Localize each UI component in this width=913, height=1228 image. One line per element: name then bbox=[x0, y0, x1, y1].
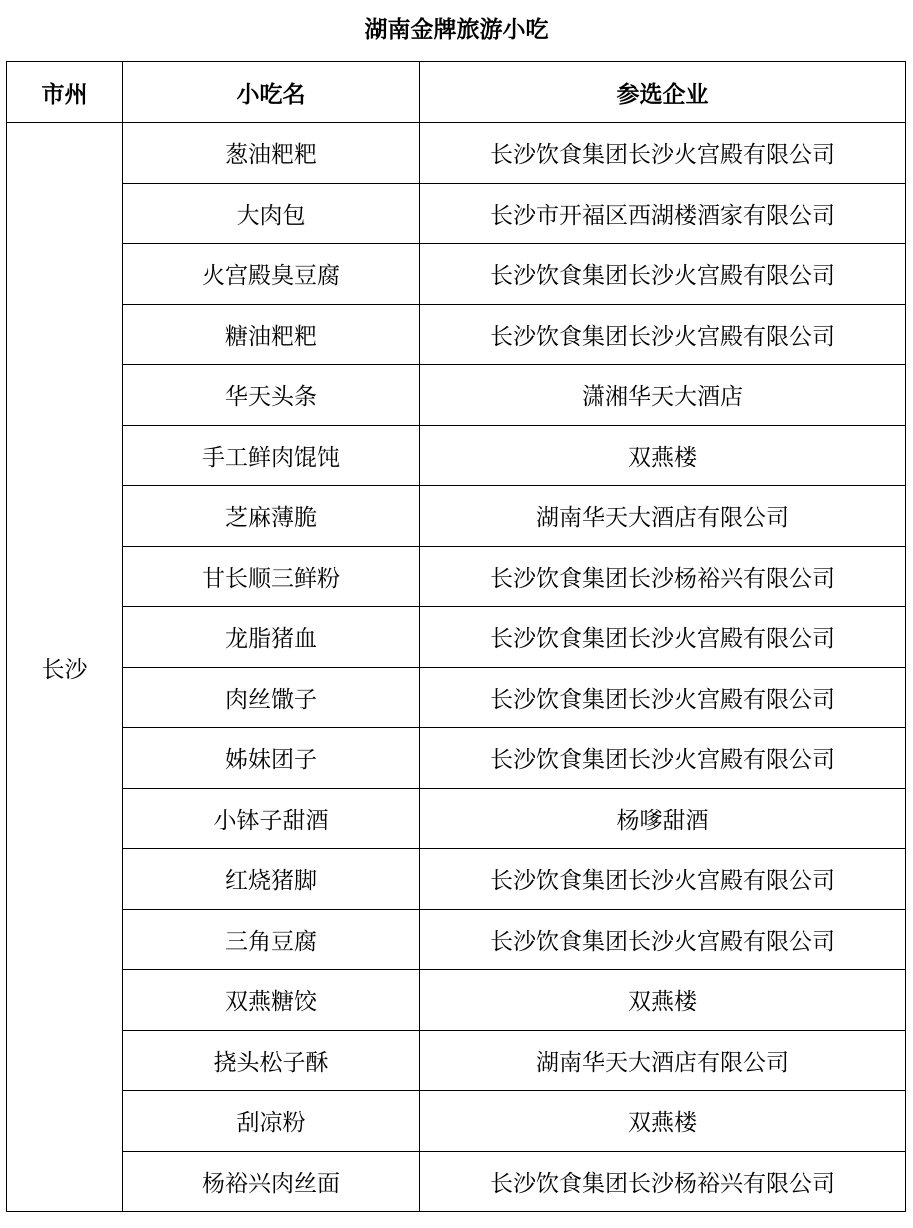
table-row bbox=[7, 970, 906, 1031]
table-row bbox=[7, 607, 906, 668]
company-cell: 双燕楼 bbox=[420, 1091, 906, 1152]
company-cell: 湖南华天大酒店有限公司 bbox=[420, 1030, 906, 1091]
table-row bbox=[7, 788, 906, 849]
snack-name-cell: 芝麻薄脆 bbox=[123, 486, 420, 547]
column-header-snack: 小吃名 bbox=[123, 62, 420, 123]
snack-name-cell: 刮凉粉 bbox=[123, 1091, 420, 1152]
city-cell: 长沙 bbox=[7, 123, 123, 1212]
snack-name-cell: 姊妹团子 bbox=[123, 728, 420, 789]
company-cell: 长沙饮食集团长沙火宫殿有限公司 bbox=[420, 607, 906, 668]
company-cell: 潇湘华天大酒店 bbox=[420, 365, 906, 426]
snack-name-cell: 小钵子甜酒 bbox=[123, 788, 420, 849]
table-row bbox=[7, 425, 906, 486]
table-body bbox=[7, 123, 906, 1212]
snack-name-cell: 糖油粑粑 bbox=[123, 304, 420, 365]
snack-name-cell: 大肉包 bbox=[123, 183, 420, 244]
table-row bbox=[7, 1151, 906, 1212]
company-cell: 长沙市开福区西湖楼酒家有限公司 bbox=[420, 183, 906, 244]
company-cell: 长沙饮食集团长沙火宫殿有限公司 bbox=[420, 123, 906, 184]
snack-name-cell: 华天头条 bbox=[123, 365, 420, 426]
table-row bbox=[7, 1091, 906, 1152]
table-row bbox=[7, 909, 906, 970]
company-cell: 双燕楼 bbox=[420, 425, 906, 486]
table-row bbox=[7, 546, 906, 607]
snack-name-cell: 双燕糖饺 bbox=[123, 970, 420, 1031]
snack-name-cell: 龙脂猪血 bbox=[123, 607, 420, 668]
table-row bbox=[7, 365, 906, 426]
snack-name-cell: 火宫殿臭豆腐 bbox=[123, 244, 420, 305]
snack-name-cell: 葱油粑粑 bbox=[123, 123, 420, 184]
company-cell: 长沙饮食集团长沙火宫殿有限公司 bbox=[420, 849, 906, 910]
table-row bbox=[7, 849, 906, 910]
company-cell: 湖南华天大酒店有限公司 bbox=[420, 486, 906, 547]
table-row bbox=[7, 667, 906, 728]
company-cell: 双燕楼 bbox=[420, 970, 906, 1031]
snack-name-cell: 肉丝馓子 bbox=[123, 667, 420, 728]
company-cell: 长沙饮食集团长沙火宫殿有限公司 bbox=[420, 667, 906, 728]
snack-table bbox=[6, 61, 906, 1212]
table-header-row bbox=[7, 62, 906, 123]
company-cell: 长沙饮食集团长沙火宫殿有限公司 bbox=[420, 244, 906, 305]
table-row bbox=[7, 728, 906, 789]
snack-name-cell: 手工鲜肉馄饨 bbox=[123, 425, 420, 486]
company-cell: 长沙饮食集团长沙火宫殿有限公司 bbox=[420, 304, 906, 365]
table-row bbox=[7, 123, 906, 184]
snack-name-cell: 红烧猪脚 bbox=[123, 849, 420, 910]
table-row bbox=[7, 244, 906, 305]
company-cell: 长沙饮食集团长沙火宫殿有限公司 bbox=[420, 728, 906, 789]
table-row bbox=[7, 1030, 906, 1091]
document-title: 湖南金牌旅游小吃 bbox=[364, 17, 549, 43]
snack-name-cell: 挠头松子酥 bbox=[123, 1030, 420, 1091]
column-header-company: 参选企业 bbox=[420, 62, 906, 123]
table-row bbox=[7, 486, 906, 547]
company-cell: 长沙饮食集团长沙火宫殿有限公司 bbox=[420, 909, 906, 970]
table-row bbox=[7, 304, 906, 365]
snack-name-cell: 杨裕兴肉丝面 bbox=[123, 1151, 420, 1212]
company-cell: 长沙饮食集团长沙杨裕兴有限公司 bbox=[420, 1151, 906, 1212]
snack-name-cell: 甘长顺三鲜粉 bbox=[123, 546, 420, 607]
company-cell: 杨嗲甜酒 bbox=[420, 788, 906, 849]
snack-name-cell: 三角豆腐 bbox=[123, 909, 420, 970]
table-row bbox=[7, 183, 906, 244]
column-header-city: 市州 bbox=[7, 62, 123, 123]
company-cell: 长沙饮食集团长沙杨裕兴有限公司 bbox=[420, 546, 906, 607]
